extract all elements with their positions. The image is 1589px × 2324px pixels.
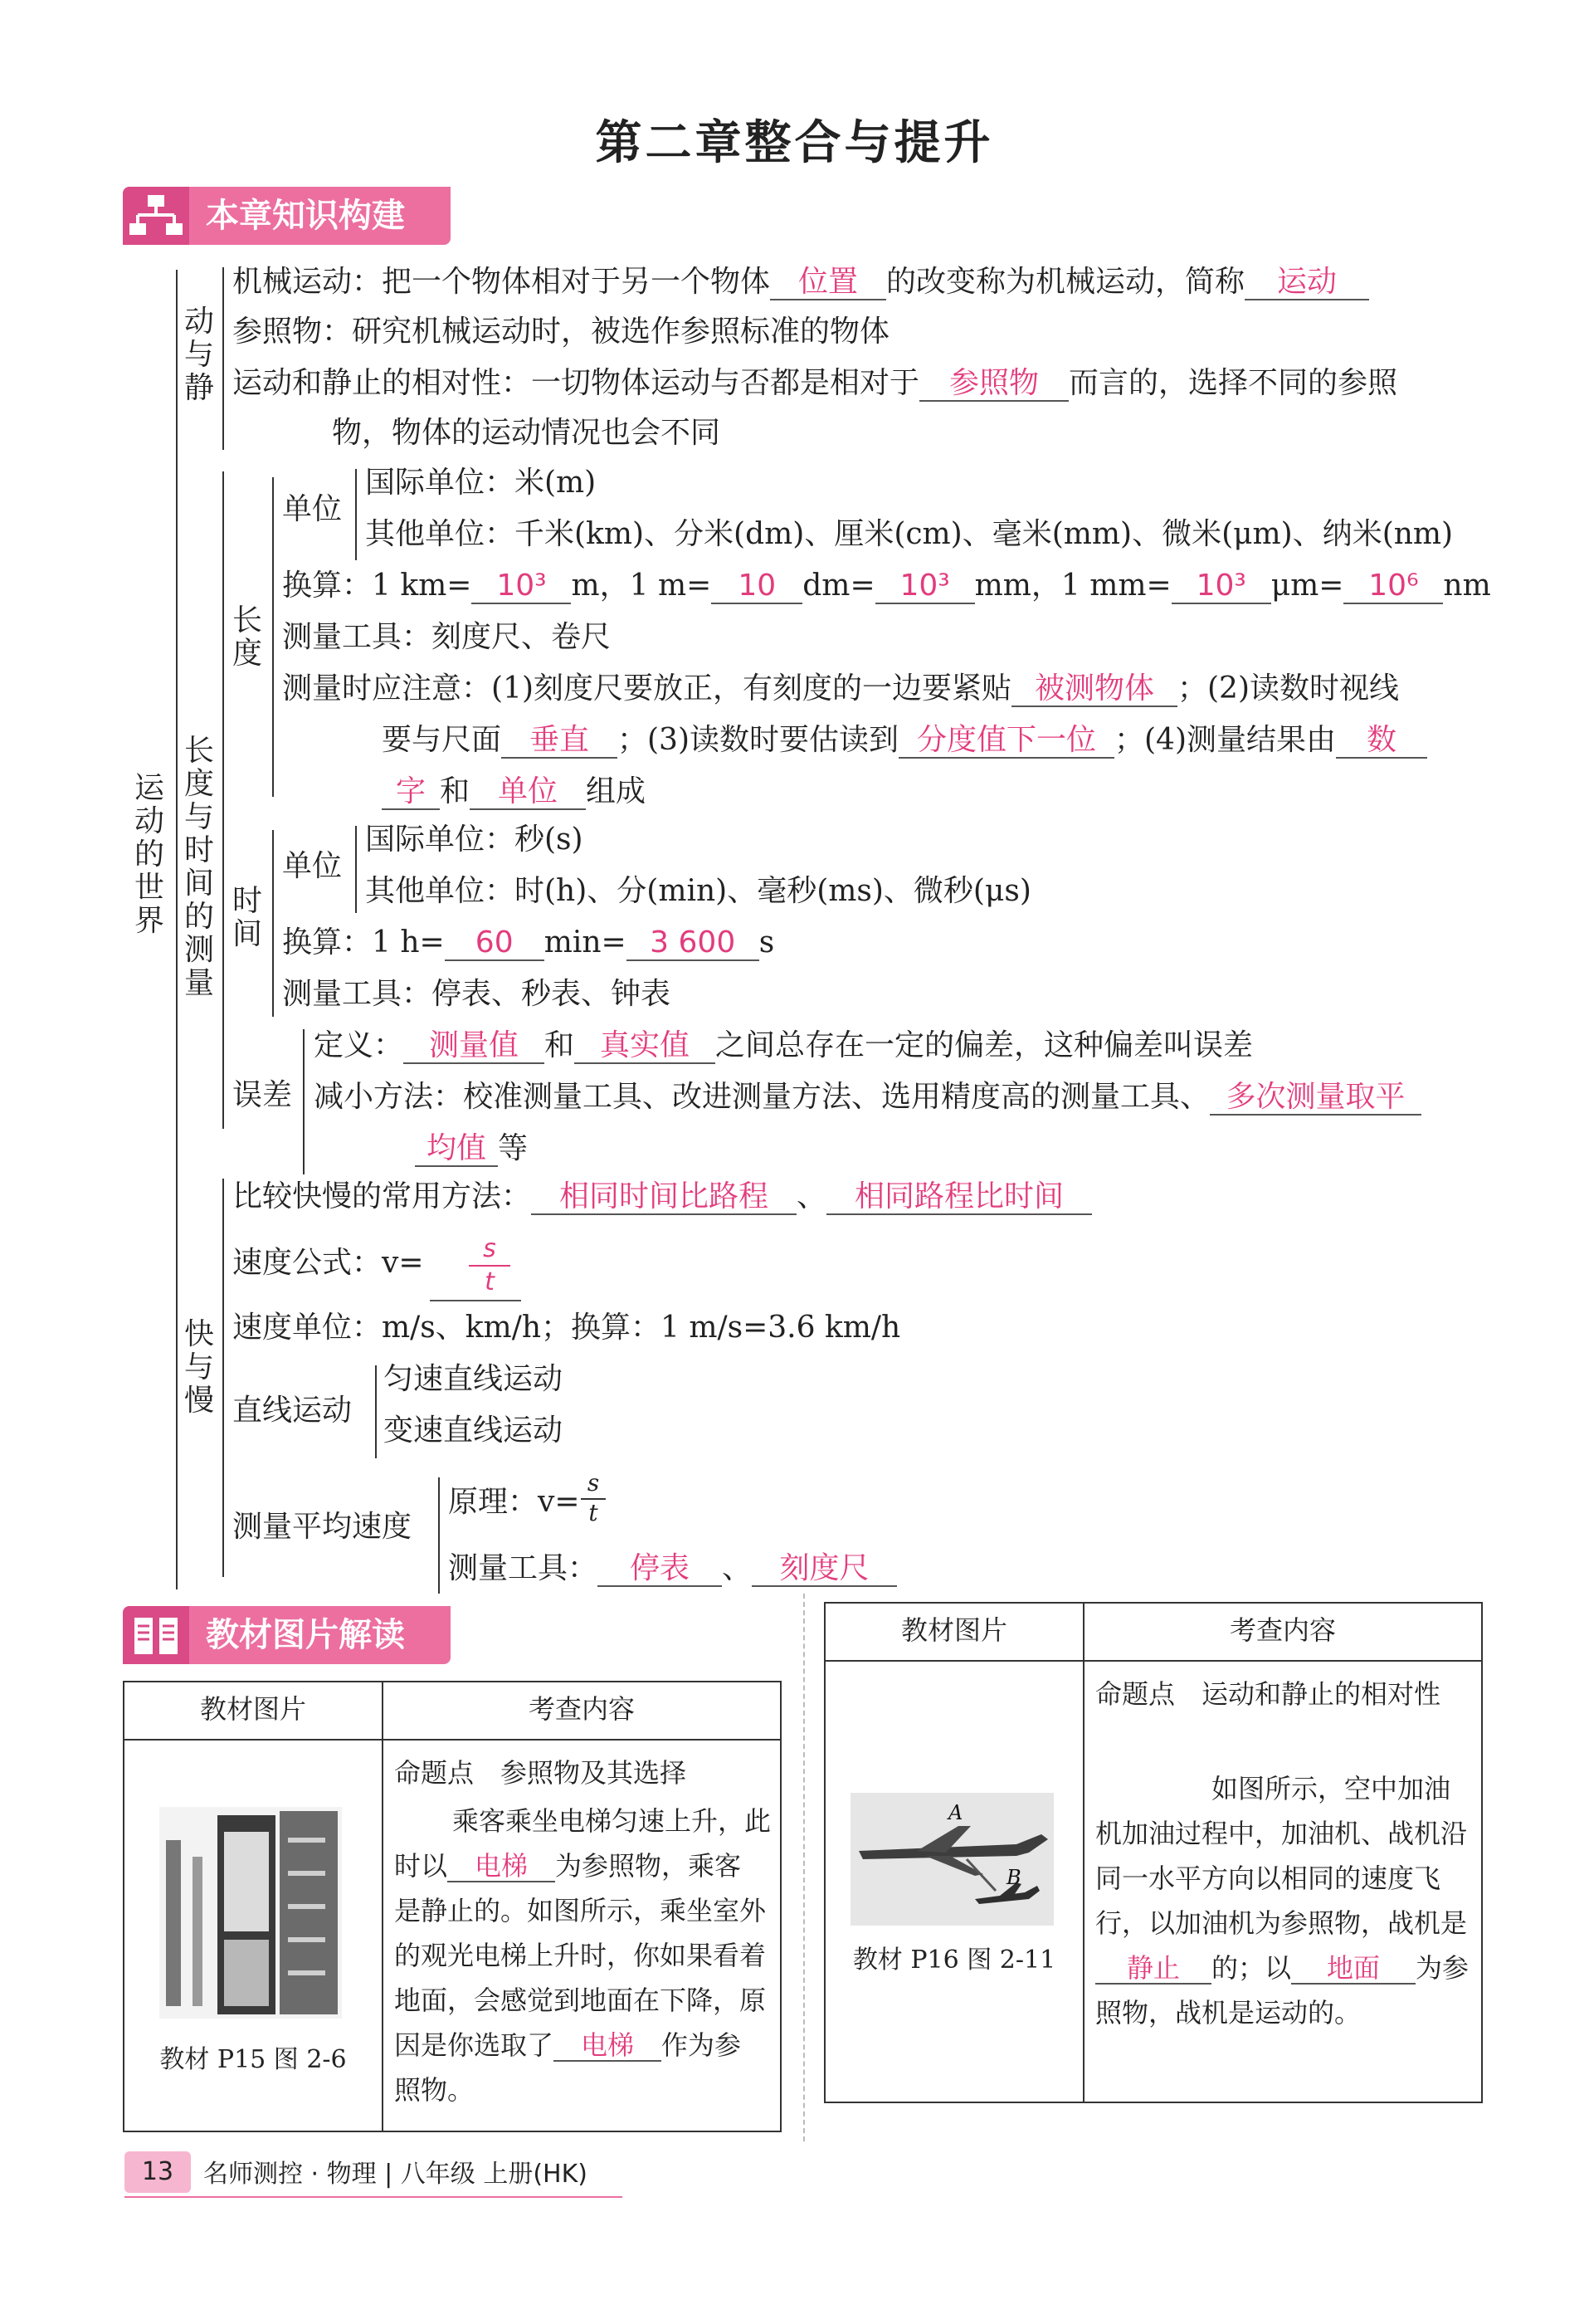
aircraft-label-b: B xyxy=(1007,1866,1021,1889)
answer-blank: 停表 xyxy=(597,1552,722,1587)
time-unit-label: 单位 xyxy=(282,849,343,883)
content-line-1: 乘客乘坐电梯匀速上升，此 xyxy=(452,1805,772,1837)
error-reduction-2: 均值 等 xyxy=(415,1130,528,1167)
reference-line: 参照物：研究机械运动时，被选作参照标准的物体 xyxy=(232,315,890,349)
formula-numerator: s xyxy=(483,1234,496,1263)
section-banner-figures xyxy=(123,1606,451,1664)
answer-blank: 位置 xyxy=(770,266,886,300)
answer-blank: 刻度尺 xyxy=(752,1552,897,1587)
answer-blank: 字 xyxy=(382,775,440,810)
header-figure: 教材图片 xyxy=(900,1614,1007,1646)
refueling-aircraft-photo xyxy=(851,1793,1054,1926)
header-figure: 教材图片 xyxy=(199,1693,306,1725)
speed-brace xyxy=(222,1179,224,1577)
answer-blank: 10³ xyxy=(875,569,975,604)
error-brace xyxy=(303,1029,305,1174)
answer-blank: 10⁶ xyxy=(1343,569,1443,604)
time-other-units: 其他单位：时(h)、分(min)、毫秒(ms)、微秒(μs) xyxy=(365,874,1031,908)
length-unit-label: 单位 xyxy=(282,492,343,526)
answer-blank: 10³ xyxy=(1172,569,1271,604)
motion-label: 动与静 xyxy=(183,305,214,405)
avg-speed-tools: 测量工具： 停表 、 刻度尺 xyxy=(448,1550,897,1587)
book-icon xyxy=(123,1606,189,1664)
answer-blank: 单位 xyxy=(470,775,586,810)
answer-blank: 相同路程比时间 xyxy=(826,1180,1092,1215)
time-unit-brace xyxy=(355,826,357,913)
aircraft-label-a: A xyxy=(948,1801,963,1824)
content-line-7: 照物。 xyxy=(394,2074,475,2106)
speed-compare: 比较快慢的常用方法： 相同时间比路程 、 相同路程比时间 xyxy=(232,1179,1092,1215)
time-tool: 测量工具：停表、秒表、钟表 xyxy=(282,977,671,1011)
answer-blank: 真实值 xyxy=(574,1029,715,1064)
avg-speed-label: 测量平均速度 xyxy=(232,1510,412,1544)
principle-numerator: s xyxy=(587,1469,600,1496)
relativity-line-2: 物，物体的运动情况也会不同 xyxy=(332,416,721,450)
page-title: 第二章整合与提升 xyxy=(595,115,994,170)
length-si-unit: 国际单位：米(m) xyxy=(365,466,597,500)
question-topic: 命题点 运动和静止的相对性 xyxy=(1095,1678,1441,1710)
answer-blank: 垂直 xyxy=(501,724,617,759)
book-info: 名师测控 · 物理 | 八年级 上册(HK) xyxy=(203,2160,587,2189)
table-header-rule xyxy=(124,1739,780,1741)
length-tool: 测量工具：刻度尺、卷尺 xyxy=(282,620,612,654)
speed-unit: 速度单位：m/s、km/h；换算：1 m/s=3.6 km/h xyxy=(232,1311,901,1345)
answer-blank: 运动 xyxy=(1245,266,1369,300)
answer-blank: 相同时间比路程 xyxy=(531,1180,797,1215)
answer-blank: 数 xyxy=(1336,724,1427,759)
answer-blank: 电梯 xyxy=(447,1851,555,1882)
table-column-rule xyxy=(382,1682,383,2131)
answer-blank: 测量值 xyxy=(403,1029,544,1064)
time-brace xyxy=(272,830,274,1017)
content-line-2: 时以 电梯 为参照物，乘客 xyxy=(394,1850,742,1882)
answer-blank: 均值 xyxy=(415,1132,498,1167)
speed-formula-label: 速度公式：v= xyxy=(232,1246,424,1280)
length-conversion: 换算：1 km= 10³ m，1 m= 10 dm= 10³ mm，1 mm= 10³ μm= 10⁶ nm xyxy=(282,569,1491,603)
table-header-rule xyxy=(826,1660,1481,1662)
answer-blank: 10 xyxy=(711,569,802,604)
answer-blank: 静止 xyxy=(1095,1953,1211,1985)
formula-blank-line xyxy=(430,1300,521,1301)
content-line-4: 的观光电梯上升时，你如果看着 xyxy=(394,1940,767,1971)
length-label: 长度 xyxy=(232,603,262,671)
content-line-6: 照物，战机是运动的。 xyxy=(1095,1997,1362,2029)
measure-notes-3: 字 和 单位 组成 xyxy=(382,774,646,810)
measure-brace xyxy=(222,471,224,1129)
time-conversion: 换算：1 h= 60 min= 3 600 s xyxy=(282,925,775,959)
answer-blank: 参照物 xyxy=(919,367,1069,402)
content-line-5: 地面，会感觉到地面在下降，原 xyxy=(394,1985,767,2016)
section-title: 本章知识构建 xyxy=(206,197,405,235)
content-line-3: 是静止的。如图所示，乘坐室外 xyxy=(394,1895,767,1926)
header-content: 考查内容 xyxy=(528,1693,635,1725)
formula-denominator: t xyxy=(485,1267,495,1296)
content-line-3: 同一水平方向以相同的速度飞 xyxy=(1095,1863,1441,1894)
header-content: 考查内容 xyxy=(1229,1614,1336,1646)
structure-icon xyxy=(123,187,189,245)
content-line-1: 如图所示，空中加油 xyxy=(1211,1773,1451,1804)
textbook-table-right xyxy=(824,1602,1483,2103)
measure-notes-2: 要与尺面 垂直 ；(3)读数时要估读到 分度值下一位 ；(4)测量结果由 数 xyxy=(382,722,1427,759)
principle-denominator: t xyxy=(588,1499,598,1526)
column-divider xyxy=(803,1594,805,2141)
uniform-motion: 匀速直线运动 xyxy=(383,1362,563,1396)
content-line-6: 因是你选取了 电梯 作为参 xyxy=(394,2029,742,2061)
answer-blank: 多次测量取平 xyxy=(1210,1081,1421,1116)
answer-blank: 60 xyxy=(445,926,544,961)
root-label: 运动的世界 xyxy=(134,771,164,938)
answer-blank: 3 600 xyxy=(626,926,759,961)
length-unit-brace xyxy=(355,469,357,560)
section-banner-knowledge xyxy=(123,187,451,245)
length-brace xyxy=(272,477,274,797)
length-other-units: 其他单位：千米(km)、分米(dm)、厘米(cm)、毫米(mm)、微米(μm)、纳米(nm) xyxy=(365,517,1454,551)
answer-blank: 电梯 xyxy=(553,2030,661,2062)
question-topic: 命题点 参照物及其选择 xyxy=(394,1757,687,1789)
figure-caption: 教材 P16 图 2-11 xyxy=(852,1946,1056,1975)
answer-blank: 地面 xyxy=(1291,1953,1416,1985)
time-si-unit: 国际单位：秒(s) xyxy=(365,823,583,857)
time-label: 时间 xyxy=(232,884,262,951)
measure-label: 长度与时间的测量 xyxy=(183,734,214,1000)
textbook-table-left xyxy=(123,1681,782,2132)
section-title: 教材图片解读 xyxy=(206,1616,405,1654)
avg-speed-principle: 原理：v= xyxy=(448,1485,580,1519)
content-line-4: 行，以加油机为参照物，战机是 xyxy=(1095,1907,1468,1939)
fraction-bar xyxy=(469,1265,510,1267)
relativity-line: 运动和静止的相对性：一切物体运动与否都是相对于 参照物 而言的，选择不同的参照 xyxy=(232,366,1398,400)
linear-motion-label: 直线运动 xyxy=(232,1394,353,1428)
page-number: 13 xyxy=(141,2157,174,2186)
motion-brace xyxy=(222,267,224,450)
speed-label: 快与慢 xyxy=(183,1317,214,1418)
avg-speed-brace xyxy=(438,1477,440,1594)
error-reduction: 减小方法：校准测量工具、改进测量方法、选用精度高的测量工具、 多次测量取平 xyxy=(314,1079,1421,1116)
answer-blank: 被测物体 xyxy=(1011,672,1177,707)
root-brace xyxy=(176,270,178,1589)
answer-blank: 10³ xyxy=(471,569,571,604)
elevator-photo xyxy=(159,1807,342,2019)
error-definition: 定义： 测量值 和 真实值 之间总存在一定的偏差，这种偏差叫误差 xyxy=(314,1028,1254,1062)
variable-motion: 变速直线运动 xyxy=(383,1413,563,1448)
error-label: 误差 xyxy=(232,1078,293,1112)
content-line-5: 静止 的；以 地面 为参 xyxy=(1095,1946,1469,1990)
table-column-rule xyxy=(1083,1604,1085,2102)
mech-motion-line: 机械运动：把一个物体相对于另一个物体 位置 的改变称为机械运动，简称 运动 xyxy=(232,264,1369,300)
figure-caption: 教材 P15 图 2-6 xyxy=(159,2045,347,2074)
answer-blank: 分度值下一位 xyxy=(899,724,1114,759)
content-line-2: 机加油过程中，加油机、战机沿 xyxy=(1095,1818,1468,1849)
footer-rule xyxy=(124,2196,622,2198)
measure-notes-1: 测量时应注意：(1)刻度尺要放正，有刻度的一边要紧贴 被测物体 ；(2)读数时视线 xyxy=(282,671,1399,706)
linear-motion-brace xyxy=(375,1365,377,1458)
